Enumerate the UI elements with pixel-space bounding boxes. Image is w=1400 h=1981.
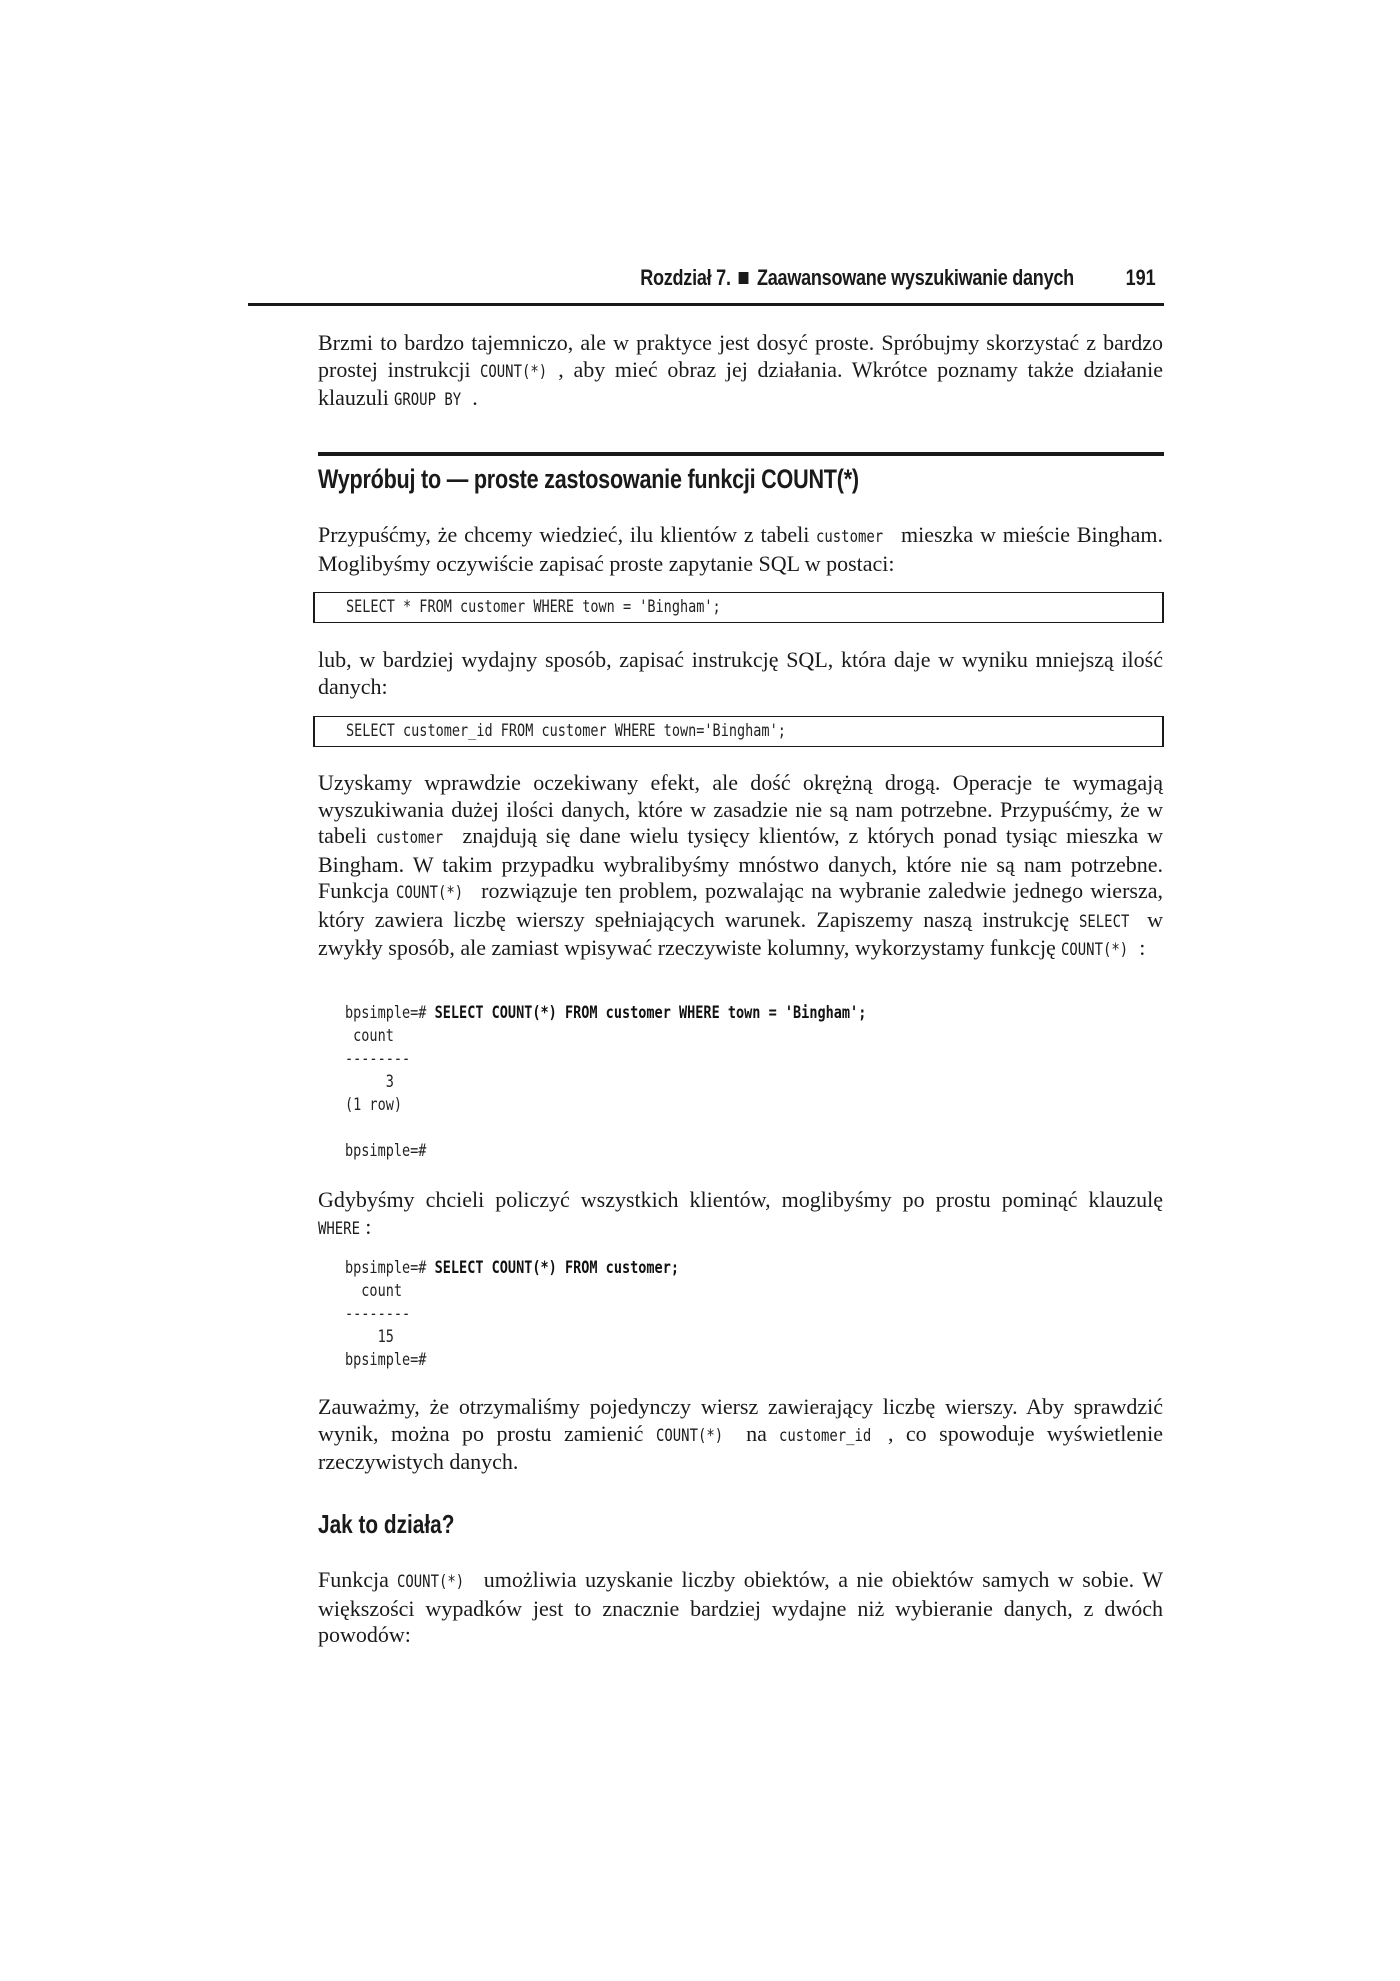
sql-command: SELECT COUNT(*) FROM customer; — [434, 1258, 679, 1277]
inline-code: customer — [816, 527, 884, 547]
intro-paragraph — [318, 330, 1163, 414]
paragraph-2: lub, w bardziej wydajny sposób, zapisać instrukcję SQL, która daje w wyniku mniejszą ilość danych: — [318, 647, 1163, 699]
code-line: 15 — [345, 1327, 394, 1346]
code-box-2 — [313, 716, 1164, 747]
inline-code: COUNT(*) — [480, 361, 548, 382]
text-run: Brzmi to bardzo tajemniczo, ale w praktyce jest dosyć proste. Spróbujmy skorzystać z bardzo prostej instrukcji — [318, 330, 1163, 382]
square-bullet-icon — [739, 272, 749, 284]
text-run: , co spowoduje wyświetlenie rzeczywistych danych. — [318, 1420, 1163, 1474]
text-run: : — [1139, 935, 1146, 960]
inline-code: COUNT(*) — [1061, 940, 1129, 960]
inline-code: WHERE — [318, 1218, 360, 1239]
text-run: Zauważmy, że otrzymaliśmy pojedynczy wiersz zawierający liczbę wierszy. Aby sprawdzić wynik, można po prostu zamienić — [318, 1394, 1163, 1446]
running-title — [640, 265, 1074, 291]
text-run: znajdują się dane wielu tysięcy klientów, z których ponad tysiąc mieszka w Bingham. W takim przypadku wybralibyśmy mnóstwo danych, które nie są nam potrzebne. Funkcja — [318, 823, 1163, 903]
code-line — [345, 1256, 1001, 1279]
paragraph-5 — [318, 1394, 1163, 1476]
text-run: . — [472, 385, 478, 410]
code-line: -------- — [345, 1049, 411, 1068]
text-run: umożliwia uzyskanie liczby obiektów, a nie obiektów samych w sobie. W większości wypadków jest to znacznie bardziej wydajne niż wybieranie danych, z dwóch powodów: — [318, 1567, 1163, 1647]
page-number: 191 — [1125, 265, 1156, 290]
sql-command: SELECT COUNT(*) FROM customer WHERE town = 'Bingham'; — [434, 1003, 867, 1022]
sub-heading: Jak to działa? — [318, 1509, 455, 1539]
text-run: mieszka w mieście Bingham. Moglibyśmy oczywiście zapisać proste zapytanie SQL w postaci: — [318, 522, 1163, 576]
text-run: , aby mieć obraz jej działania. Wkrótce poznamy także działanie klauzuli — [318, 356, 1163, 410]
inline-code: COUNT(*) — [396, 883, 464, 903]
prompt: bpsimple=# — [345, 1003, 435, 1022]
section-heading: Wypróbuj to — proste zastosowanie funkcji COUNT(*) — [318, 464, 859, 494]
code-line — [345, 1001, 1001, 1024]
running-header — [248, 263, 1164, 306]
inline-code: GROUP BY — [394, 390, 462, 410]
text-run: Przypuśćmy, że chcemy wiedzieć, ilu klientów z tabeli — [318, 522, 817, 547]
section-rule — [318, 452, 1164, 456]
inline-code: SELECT — [1079, 911, 1130, 932]
text-run: : — [365, 1213, 372, 1239]
text-run: na — [733, 1420, 780, 1446]
paragraph-4 — [318, 1187, 1163, 1242]
code-line: (1 row) — [345, 1095, 403, 1114]
chapter-title: Zaawansowane wyszukiwanie danych — [757, 265, 1074, 290]
code-gap — [345, 1116, 1145, 1139]
paragraph-3 — [318, 770, 1163, 964]
code-line: SELECT * FROM customer WHERE town = 'Bingham'; — [346, 597, 721, 616]
code-line: count — [345, 1281, 403, 1300]
text-run: Funkcja — [318, 1567, 398, 1592]
inline-code: customer_id — [779, 1425, 872, 1446]
text-run: w zwykły sposób, ale zamiast wpisywać rzeczywiste kolumny, wykorzystamy funkcję — [318, 906, 1163, 960]
inline-code: COUNT(*) — [655, 1425, 723, 1446]
code-line: -------- — [345, 1304, 411, 1323]
chapter-label: Rozdział 7. — [640, 265, 731, 290]
code-line: bpsimple=# — [345, 1141, 427, 1160]
code-block-1 — [345, 1001, 1145, 1162]
paragraph-6 — [318, 1567, 1163, 1649]
text-run: rozwiązuje ten problem, pozwalając na wybranie zaledwie jednego wiersza, który zawiera liczbę wierszy spełniających warunek. Zapiszemy naszą instrukcję — [318, 878, 1163, 932]
text-run: Uzyskamy wprawdzie oczekiwany efekt, ale dość okrężną drogą. Operacje te wymagają wyszukiwania dużej ilości danych, które w zasadzie nie są nam potrzebne. Przypuśćmy, że w tabeli — [318, 770, 1163, 848]
code-line: 3 — [345, 1072, 394, 1091]
inline-code: COUNT(*) — [397, 1572, 465, 1592]
text-run: Gdybyśmy chcieli policzyć wszystkich klientów, moglibyśmy po prostu pominąć klauzulę — [318, 1187, 1163, 1212]
inline-code: customer — [375, 828, 443, 848]
code-line: SELECT customer_id FROM customer WHERE town='Bingham'; — [346, 721, 786, 740]
prompt: bpsimple=# — [345, 1258, 435, 1277]
code-block-2 — [345, 1256, 1145, 1371]
code-box-1 — [313, 592, 1164, 623]
paragraph-1 — [318, 522, 1163, 577]
code-line: bpsimple=# — [345, 1350, 427, 1369]
code-line: count — [345, 1026, 394, 1045]
